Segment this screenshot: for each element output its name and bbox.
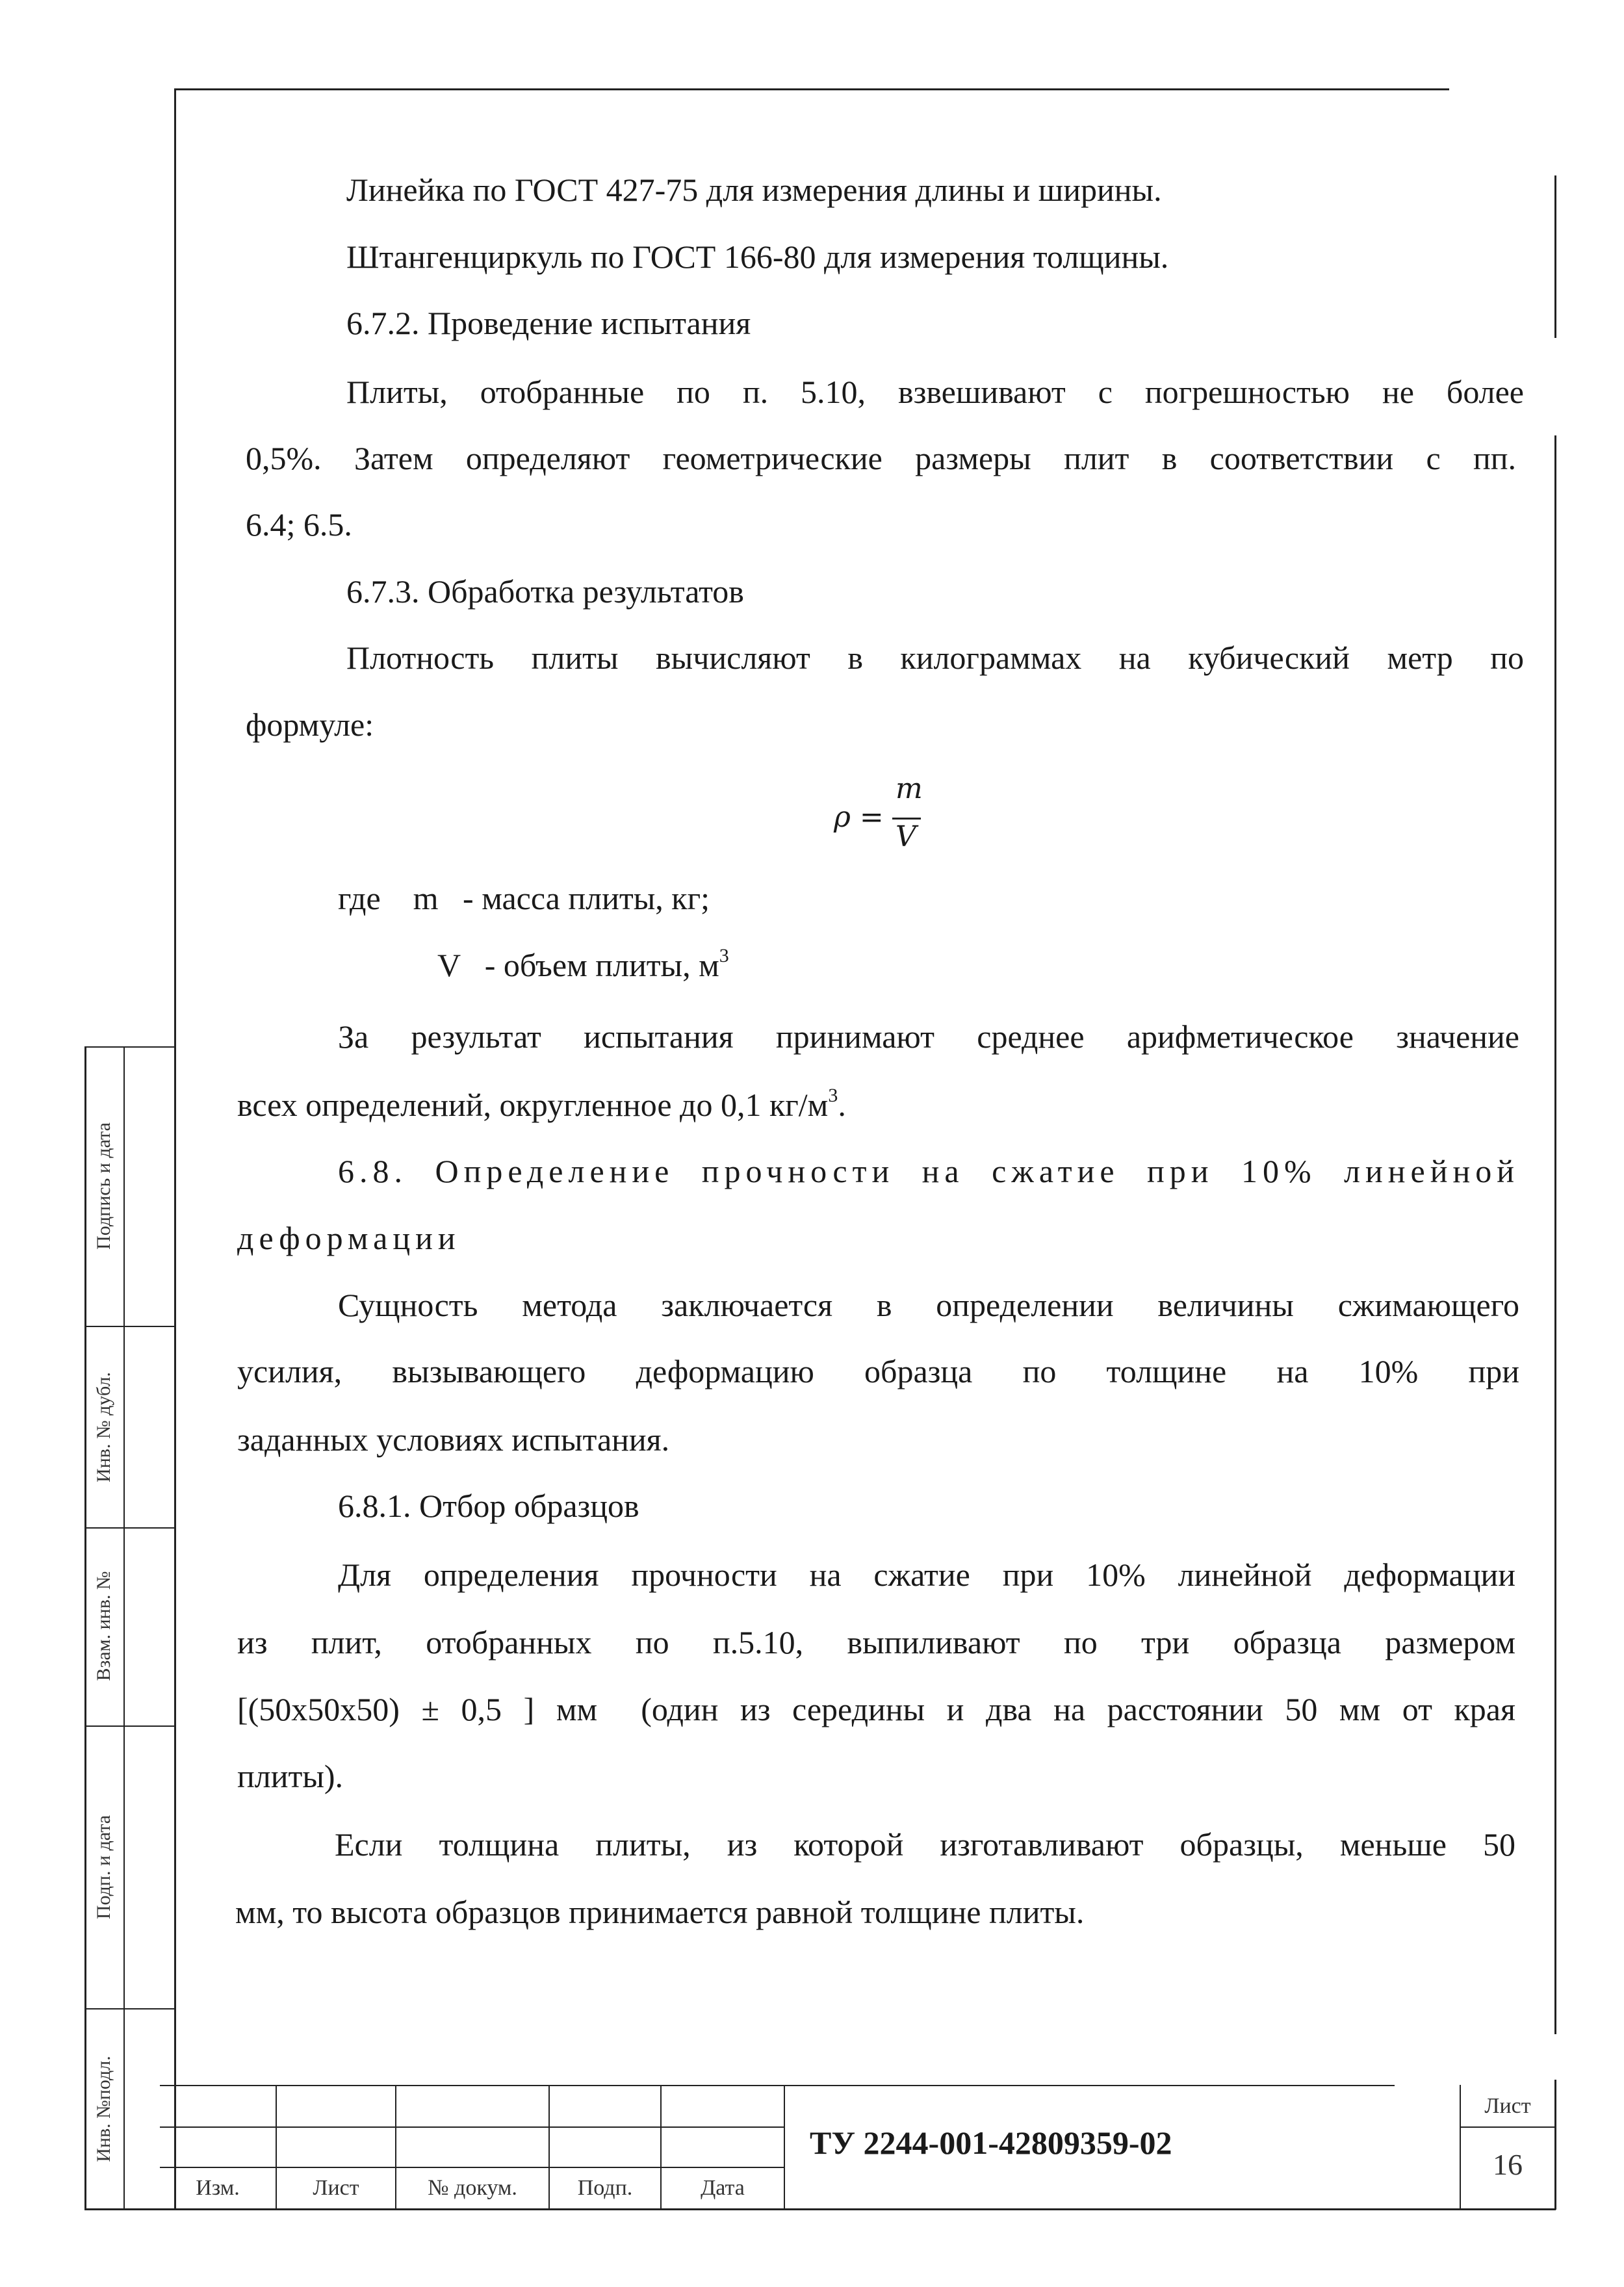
text-line-2: Штангенциркуль по ГОСТ 166-80 для измерения толщины. xyxy=(346,239,1169,275)
tb-col-label-signature: Подп. xyxy=(577,2176,633,2200)
side-label-orig-inv-no: Инв. №подл. xyxy=(93,2056,114,2162)
section-heading-6-8: 6.8. Определение прочности на сжатие при 10% линейной xyxy=(338,1153,1519,1189)
tb-col-label-change: Изм. xyxy=(196,2176,240,2200)
side-stamp xyxy=(84,1046,175,2210)
tb-col-label-sheet: Лист xyxy=(313,2176,359,2200)
text-line-9: формуле: xyxy=(246,706,374,743)
where-v-text: V - объем плиты, м xyxy=(437,947,719,983)
tb-row-line-1 xyxy=(160,2126,784,2128)
formula-fraction-bar xyxy=(892,818,921,820)
text-line-13-text: всех определений, округленное до 0,1 кг/м xyxy=(237,1087,829,1123)
frame-right-line xyxy=(1554,175,1556,338)
text-line-where-m: где m - масса плиты, кг; xyxy=(338,880,710,916)
text-line-24: Если толщина плиты, из которой изготавливают образцы, меньше 50 xyxy=(335,1826,1515,1863)
section-heading-6-7-3: 6.7.3. Обработка результатов xyxy=(346,573,744,610)
text-line-21: из плит, отобранных по п.5.10, выпиливают по три образца размером xyxy=(237,1624,1515,1660)
formula-numerator: m xyxy=(896,772,923,805)
side-stamp-mid-line xyxy=(123,1046,125,2210)
section-heading-6-8-cont: деформации xyxy=(237,1220,461,1256)
text-line-18: заданных условиях испытания. xyxy=(237,1421,670,1458)
text-line-16: Сущность метода заключается в определении величины сжимающего xyxy=(338,1287,1519,1323)
tb-col-label-date: Дата xyxy=(701,2176,745,2200)
side-label-dup-inv-no: Инв. № дубл. xyxy=(93,1372,114,1482)
text-line-23: плиты). xyxy=(237,1758,344,1794)
text-line-1: Линейка по ГОСТ 427-75 для измерения длины и ширины. xyxy=(346,172,1162,208)
superscript-3: 3 xyxy=(719,945,729,966)
text-line-25: мм, то высота образцов принимается равной толщине плиты. xyxy=(235,1894,1085,1930)
side-label-sign-date: Подп. и дата xyxy=(93,1815,114,1920)
frame-top-line xyxy=(175,88,1449,90)
text-line-8: Плотность плиты вычисляют в килограммах на кубический метр по xyxy=(346,640,1524,676)
text-line-20: Для определения прочности на сжатие при 10% линейной деформации xyxy=(338,1557,1515,1593)
superscript-3b: 3 xyxy=(828,1085,838,1106)
text-line-where-v xyxy=(437,946,729,985)
text-line-17: усилия, вызывающего деформацию образца по толщине на 10% при xyxy=(237,1353,1519,1389)
side-label-replace-inv-no: Взам. инв. № xyxy=(93,1571,114,1681)
formula-lhs: ρ = xyxy=(834,801,884,834)
section-heading-6-7-2: 6.7.2. Проведение испытания xyxy=(346,305,751,341)
text-line-6: 6.4; 6.5. xyxy=(246,506,352,543)
text-line-22: [(50х50х50) ± 0,5 ] мм (один из середины и два на расстоянии 50 мм от края xyxy=(237,1691,1515,1727)
tb-row-line-2 xyxy=(160,2167,784,2168)
side-stamp-left-line xyxy=(84,1046,86,2210)
doc-code: ТУ 2244-001-42809359-02 xyxy=(810,2125,1172,2161)
title-block xyxy=(160,2085,1557,2210)
text-line-12: За результат испытания принимают среднее арифметическое значение xyxy=(338,1018,1519,1055)
tb-col-5 xyxy=(784,2085,785,2210)
text-line-4: Плиты, отобранные по п. 5.10, взвешивают с погрешностью не более xyxy=(346,374,1524,410)
sheet-number: 16 xyxy=(1493,2148,1523,2181)
section-heading-6-8-1: 6.8.1. Отбор образцов xyxy=(338,1488,639,1524)
frame-right-line-2 xyxy=(1554,435,1556,2034)
text-line-5: 0,5%. Затем определяют геометрические размеры плит в соответствии с пп. xyxy=(246,440,1516,476)
text-line-13 xyxy=(237,1085,846,1124)
side-label-signature-date: Подпись и дата xyxy=(93,1122,114,1250)
sheet-label: Лист xyxy=(1484,2094,1531,2118)
formula-denominator: V xyxy=(896,820,916,853)
tb-sheet-row xyxy=(1460,2126,1554,2128)
tb-top-line xyxy=(160,2085,1395,2086)
period: . xyxy=(838,1087,846,1123)
tb-col-label-doc-no: № докум. xyxy=(428,2176,517,2200)
